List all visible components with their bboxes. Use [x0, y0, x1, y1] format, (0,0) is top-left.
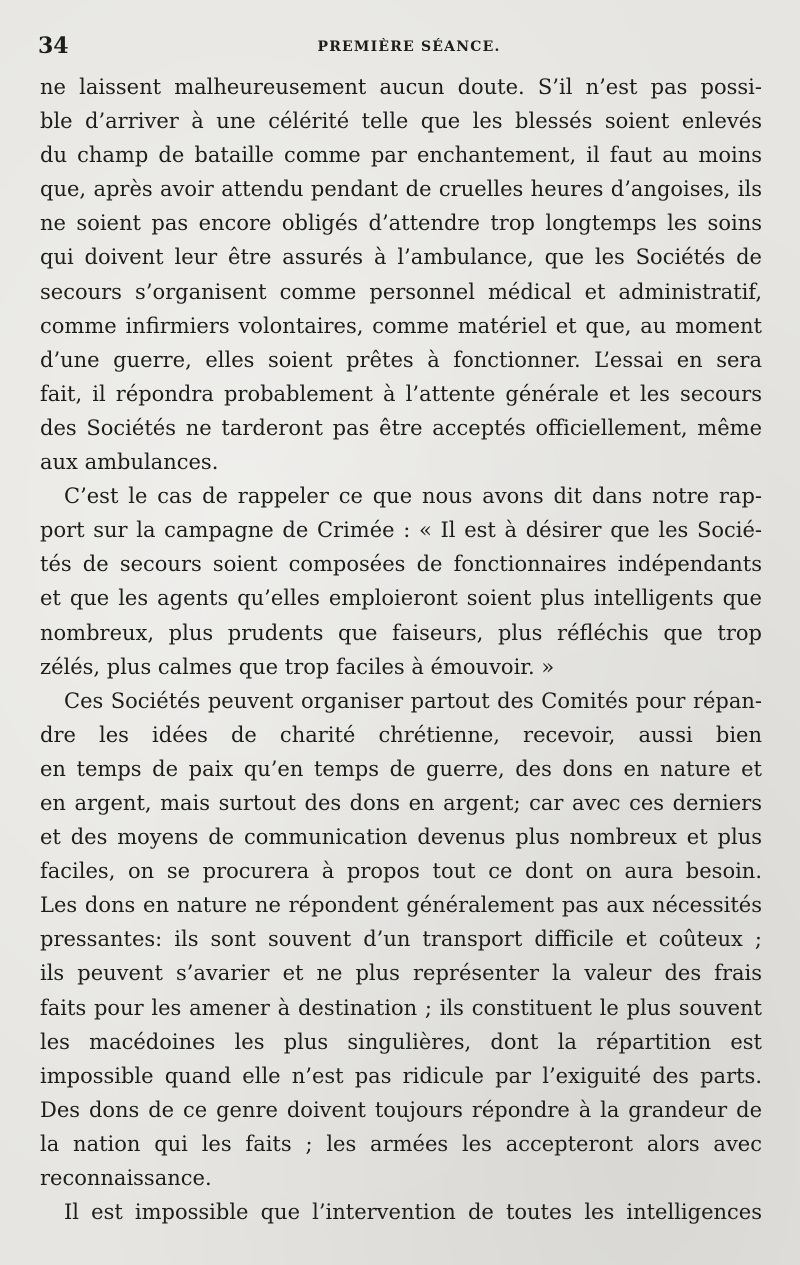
body-text [40, 70, 762, 1229]
text-line: Des dons de ce genre doivent toujours répondre à la grandeur de [40, 1097, 762, 1122]
text-line: port sur la campagne de Crimée : « Il est à désirer que les Socié- [40, 518, 762, 543]
text-line: Ces Sociétés peuvent organiser partout des Comités pour répan- [64, 688, 762, 713]
text-line: zélés, plus calmes que trop faciles à émouvoir. » [40, 654, 555, 679]
text-line: C’est le cas de rappeler ce que nous avons dit dans notre rap- [64, 484, 762, 509]
running-title: PREMIÈRE SÉANCE. [317, 39, 501, 55]
text-line: pressantes: ils sont souvent d’un transport difficile et coûteux ; [40, 927, 762, 952]
text-line: que, après avoir attendu pendant de cruelles heures d’angoises, ils [40, 177, 762, 202]
text-line: tés de secours soient composées de fonctionnaires indépendants [40, 552, 762, 577]
text-line: secours s’organisent comme personnel médical et administratif, [40, 279, 762, 304]
text-line: les macédoines les plus singulières, dont la répartition est [40, 1029, 762, 1054]
text-line: Il est impossible que l’intervention de toutes les intelligences [64, 1200, 762, 1225]
text-line: ble d’arriver à une célérité telle que les blessés soient enlevés [40, 109, 762, 134]
page-number: 34 [38, 33, 69, 59]
text-line: des Sociétés ne tarderont pas être acceptés officiellement, même [40, 415, 762, 440]
text-line: reconnaissance. [40, 1166, 212, 1190]
text-line: en argent, mais surtout des dons en argent; car avec ces derniers [40, 790, 762, 815]
text-line: faits pour les amener à destination ; ils constituent le plus souvent [40, 995, 762, 1020]
text-line: dre les idées de charité chrétienne, recevoir, aussi bien [40, 722, 762, 747]
text-line: en temps de paix qu’en temps de guerre, des dons en nature et [40, 756, 762, 781]
text-line: la nation qui les faits ; les armées les accepteront alors avec [40, 1131, 762, 1156]
text-line: et que les agents qu’elles emploieront soient plus intelligents que [40, 586, 762, 611]
text-line: comme infirmiers volontaires, comme matériel et que, au moment [40, 313, 762, 338]
text-line: d’une guerre, elles soient prêtes à fonctionner. L’essai en sera [40, 347, 762, 372]
text-line: Les dons en nature ne répondent généralement pas aux nécessités [40, 893, 762, 918]
text-line: du champ de bataille comme par enchantement, il faut au moins [40, 143, 762, 168]
text-line: aux ambulances. [40, 450, 219, 475]
text-line: impossible quand elle n’est pas ridicule par l’exiguité des parts. [40, 1063, 762, 1088]
text-line: faciles, on se procurera à propos tout ce dont on aura besoin. [40, 859, 762, 884]
text-line: ne laissent malheureusement aucun doute. S’il n’est pas possi- [40, 75, 762, 99]
running-head [38, 30, 760, 62]
text-line: fait, il répondra probablement à l’attente générale et les secours [40, 381, 762, 406]
text-line: et des moyens de communication devenus plus nombreux et plus [40, 825, 762, 850]
text-line: ne soient pas encore obligés d’attendre trop longtemps les soins [40, 211, 762, 236]
text-line: ils peuvent s’avarier et ne plus représenter la valeur des frais [40, 961, 762, 986]
text-line: nombreux, plus prudents que faiseurs, plus réfléchis que trop [40, 620, 762, 645]
text-line: qui doivent leur être assurés à l’ambulance, que les Sociétés de [40, 245, 762, 270]
